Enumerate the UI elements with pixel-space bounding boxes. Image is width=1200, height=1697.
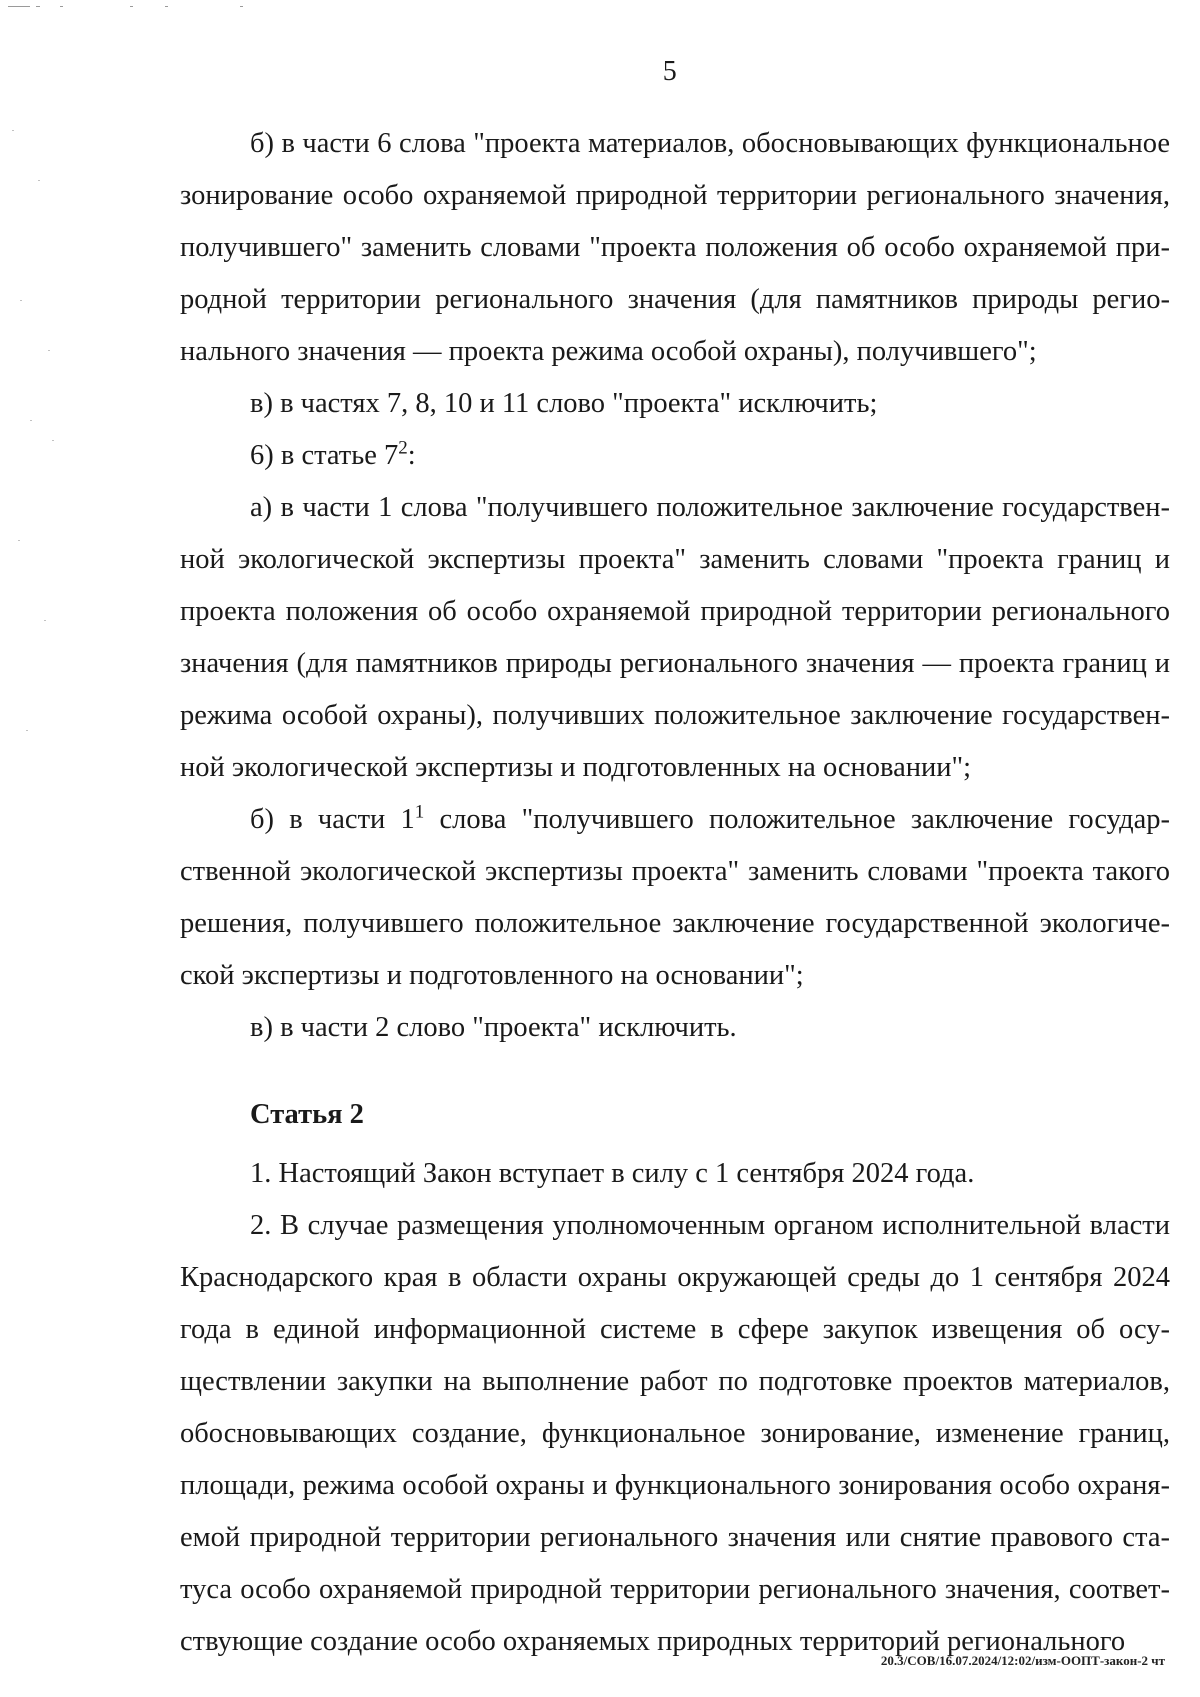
scan-noise [8, 120, 68, 820]
paragraph [180, 794, 1170, 1002]
document-footer-code: 20.3/СОВ/16.07.2024/12:02/изм-ООПТ-закон-2 чт [880, 1653, 1165, 1668]
page-number: 5 [662, 56, 678, 87]
paragraph: а) в части 1 слова "получившего положительное заключение государственной экологической экспертизы проекта" заменить словами "проекта границ и проекта положения об особо охраняемой природной территории регионального значения (для памятников природы регионального значения — проекта границ и режима особой охраны), получивших положительное заключение государственной экологической экспертизы и подготовленных на основании"; [180, 492, 1170, 783]
article-heading: Статья 2 [250, 1099, 364, 1130]
article-item: 1. Настоящий Закон вступает в силу с 1 сентября 2024 года. [250, 1158, 975, 1189]
paragraph-text: слова "получившего положительное заключение государственной экологической экспертизы проекта" заменить словами "проекта такого решения, получившего положительное заключение государственной экологической экспертизы и подготовленного на основании"; [180, 804, 1170, 991]
paragraph: в) в части 2 слово "проекта" исключить. [250, 1012, 737, 1043]
scan-artifact-line [8, 6, 30, 7]
paragraph-text: 6) в статье 7 [250, 440, 399, 471]
document-body [180, 118, 1170, 1668]
scan-artifact-line [36, 6, 40, 7]
paragraph: в) в частях 7, 8, 10 и 11 слово "проекта" исключить; [250, 388, 878, 419]
scan-artifact-line [60, 6, 63, 7]
paragraph [180, 430, 1170, 482]
superscript: 2 [398, 437, 408, 459]
paragraph-text: : [407, 440, 416, 471]
article-item: 2. В случае размещения уполномоченным органом исполнительной власти Краснодарского края в области охраны окружающей среды до 1 сентября 2024 года в единой информационной системе в сфере закупок извещения об осуществлении закупки на выполнение работ по подготовке проектов материалов, обосновывающих создание, функциональное зонирование, изменение границ, площади, режима особой охраны и функционального зонирования особо охраняемой природной территории регионального значения или снятие правового статуса особо охраняемой природной территории регионального значения, соответствующие создание особо охраняемых природных территорий регионального [180, 1210, 1170, 1657]
scan-artifact-line [165, 6, 168, 7]
paragraph: б) в части 6 слова "проекта материалов, обосновывающих функциональное зонирование особо охраняемой природной территории регионального значения, получившего" заменить словами "проекта положения об особо охраняемой природной территории регионального значения (для памятников природы регионального значения — проекта режима особой охраны), получившего"; [180, 128, 1170, 367]
scan-artifact-line [130, 6, 133, 7]
superscript: 1 [414, 801, 425, 823]
scan-artifact-line [240, 6, 243, 7]
paragraph-text: б) в части 1 [250, 804, 415, 835]
